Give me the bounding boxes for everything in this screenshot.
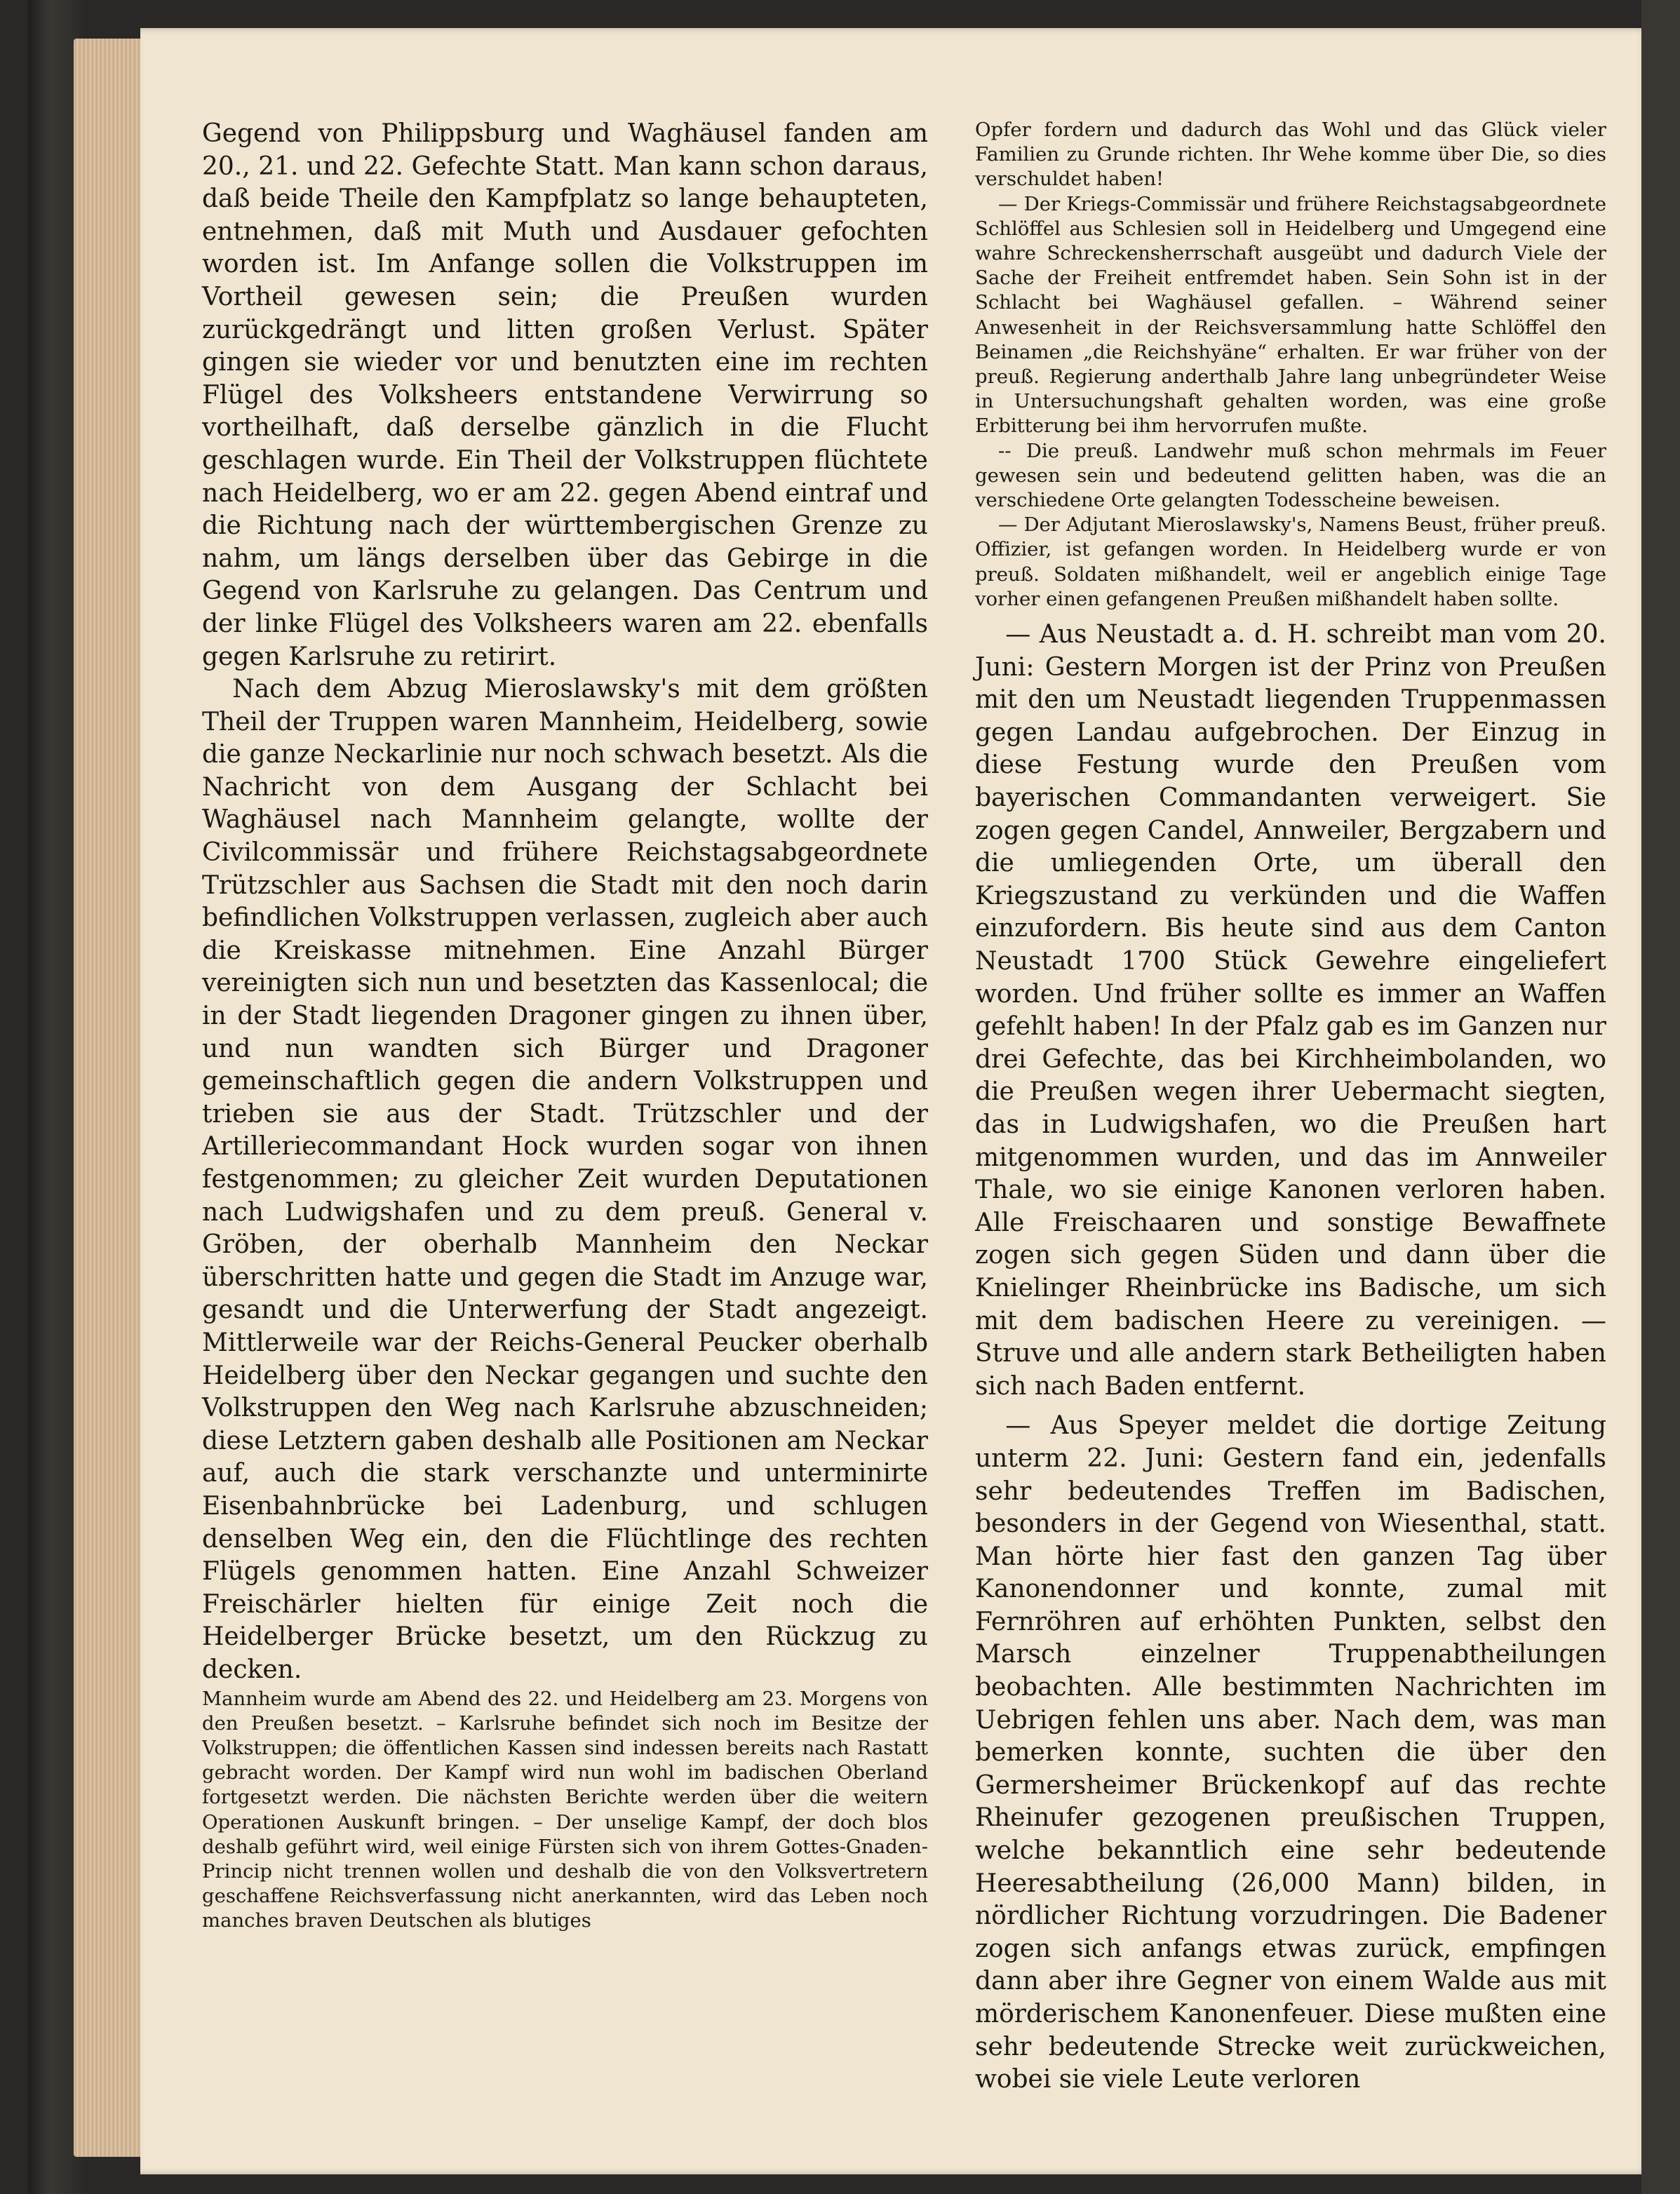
paragraph: Gegend von Philippsburg und Waghäusel fanden am 20., 21. und 22. Gefechte Statt. Man kann schon daraus, daß beide Theile den Kampfplatz so lange behaupteten, entnehmen, daß mit Muth und Ausdauer gefochten worden ist. Im Anfange sollen die Volkstruppen im Vortheil gewesen sein; die Preußen wurden zurückgedrängt und litten großen Verlust. Später gingen sie wieder vor und benutzten eine im rechten Flügel des Volksheers entstandene Verwirrung so vortheilhaft, daß derselbe gänzlich in die Flucht geschlagen wurde. Ein Theil der Volkstruppen flüchtete nach Heidelberg, wo er am 22. gegen Abend eintraf und die Richtung nach der württembergischen Grenze zu nahm, um längs derselben über das Gebirge in die Gegend von Karlsruhe zu gelangen. Das Centrum und der linke Flügel des Volksheers waren am 22. ebenfalls gegen Karlsruhe zu retirirt. bbox=[202, 119, 928, 671]
paragraph: — Aus Neustadt a. d. H. schreibt man vom 20. Juni: Gestern Morgen ist der Prinz von Preußen mit den um Neustadt liegenden Truppenmassen gegen Landau aufgebrochen. Der Einzug in diese Festung wurde den Preußen vom bayerischen Commandanten verweigert. Sie zogen gegen Candel, Annweiler, Bergzabern und die umliegenden Orte, um überall den Kriegszustand zu verkünden und die Waffen einzufordern. Bis heute sind aus dem Canton Neustadt 1700 Stück Gewehre eingeliefert worden. Und früher sollte es immer an Waffen gefehlt haben! In der Pfalz gab es im Ganzen nur drei Gefechte, das bei Kirchheimbolanden, wo die Preußen wegen ihrer Uebermacht siegten, das in Ludwigshafen, wo die Preußen hart mitgenommen wurden, und das im Annweiler Thale, wo sie einige Kanonen verloren haben. Alle Freischaaren und sonstige Bewaffnete zogen sich gegen Süden und dann über die Knielinger Rheinbrücke ins Badische, um sich mit dem badischen Heere zu vereinigen. — Struve und alle andern stark Betheiligten haben sich nach Baden entfernt. bbox=[975, 620, 1606, 1401]
page-edges bbox=[74, 39, 151, 2157]
book-cover-edge bbox=[1641, 0, 1680, 2194]
right-column bbox=[975, 118, 1606, 2097]
paragraph: -- Die preuß. Landwehr muß schon mehrmals im Feuer gewesen sein und bedeutend gelitten haben, was die an verschiedene Orte gelangten Todesscheine beweisen. bbox=[975, 439, 1606, 512]
left-column bbox=[202, 118, 928, 1934]
paragraph: — Der Kriegs-Commissär und frühere Reichstagsabgeordnete Schlöffel aus Schlesien soll in Heidelberg und Umgegend eine wahre Schreckensherrschaft ausgeübt und dadurch Viele der Sache der Freiheit entfremdet haben. Sein Sohn ist in der Schlacht bei Waghäusel gefallen. – Während seiner Anwesenheit in der Reichsversammlung hatte Schlöffel den Beinamen „die Reichshyäne“ erhalten. Er war früher von der preuß. Regierung anderthalb Jahre lang unbegründeter Weise in Untersuchungshaft gehalten worden, was eine große Erbitterung bei ihm hervorrufen mußte. bbox=[975, 192, 1606, 438]
paragraph: Opfer fordern und dadurch das Wohl und das Glück vieler Familien zu Grunde richten. Ihr Wehe komme über Die, so dies verschuldet haben! bbox=[975, 119, 1606, 191]
paragraph: Mannheim wurde am Abend des 22. und Heidelberg am 23. Morgens von den Preußen besetzt. – Karlsruhe befindet sich noch im Besitze der Volkstruppen; die öffentlichen Kassen sind indessen bereits nach Rastatt gebracht worden. Der Kampf wird nun wohl im badischen Oberland fortgesetzt werden. Die nächsten Berichte werden über die weitern Operationen Auskunft bringen. – Der unselige Kampf, der doch blos deshalb geführt wird, weil einige Fürsten sich von ihrem Gottes-Gnaden-Princip nicht trennen wollen und deshalb die von den Volksvertretern geschaffene Reichsverfassung nicht anerkannten, wird das Leben noch manches braven Deutschen als blutiges bbox=[202, 1687, 928, 1932]
paragraph: — Aus Speyer meldet die dortige Zeitung unterm 22. Juni: Gestern fand ein, jedenfalls sehr bedeutendes Treffen im Badischen, besonders in der Gegend von Wiesenthal, statt. Man hörte hier fast den ganzen Tag über Kanonendonner und konnte, zumal mit Fernröhren auf erhöhten Punkten, selbst den Marsch einzelner Truppenabtheilungen beobachten. Alle bestimmten Nachrichten im Uebrigen fehlen uns aber. Nach dem, was man bemerken konnte, suchten die über den Germersheimer Brückenkopf auf das rechte Rheinufer gezogenen preußischen Truppen, welche bekanntlich eine sehr bedeutende Heeresabtheilung (26,000 Mann) bilden, in nördlicher Richtung vorzudringen. Die Badener zogen sich anfangs etwas zurück, empfingen dann aber ihre Gegner von einem Walde aus mit mörderischem Kanonenfeuer. Diese mußten eine sehr bedeutende Strecke weit zurückweichen, wobei sie viele Leute verloren bbox=[975, 1411, 1606, 2094]
paragraph: — Der Adjutant Mieroslawsky's, Namens Beust, früher preuß. Offizier, ist gefangen worden. In Heidelberg wurde er von preuß. Soldaten mißhandelt, weil er angeblich einige Tage vorher einen gefangenen Preußen mißhandelt haben sollte. bbox=[975, 513, 1606, 610]
paragraph: Nach dem Abzug Mieroslawsky's mit dem größten Theil der Truppen waren Mannheim, Heidelberg, sowie die ganze Neckarlinie nur noch schwach besetzt. Als die Nachricht von dem Ausgang der Schlacht bei Waghäusel nach Mannheim gelangte, wollte der Civilcommissär und frühere Reichstagsabgeordnete Trützschler aus Sachsen die Stadt mit den noch darin befindlichen Volkstruppen verlassen, zugleich aber auch die Kreiskasse mitnehmen. Eine Anzahl Bürger vereinigten sich nun und besetzten das Kassenlocal; die in der Stadt liegenden Dragoner gingen zu ihnen über, und nun wandten sich Bürger und Dragoner gemeinschaftlich gegen die andern Volkstruppen und trieben sie aus der Stadt. Trützschler und der Artilleriecommandant Hock wurden sogar von ihnen festgenommen; zu gleicher Zeit wurden Deputationen nach Ludwigshafen und zu dem preuß. General v. Gröben, der oberhalb Mannheim den Neckar überschritten hatte und gegen die Stadt im Anzuge war, gesandt und die Unterwerfung der Stadt angezeigt. Mittlerweile war der Reichs-General Peucker oberhalb Heidelberg über den Neckar gegangen und suchte den Volkstruppen den Weg nach Karlsruhe abzuschneiden; diese Letztern gaben deshalb alle Positionen am Neckar auf, auch die stark verschanzte und unterminirte Eisenbahnbrücke bei Ladenburg, und schlugen denselben Weg ein, den die Flüchtlinge des rechten Flügels genommen hatten. Eine Anzahl Schweizer Freischärler hielten für einige Zeit noch die Heidelberger Brücke besetzt, um den Rückzug zu decken. bbox=[202, 675, 928, 1684]
